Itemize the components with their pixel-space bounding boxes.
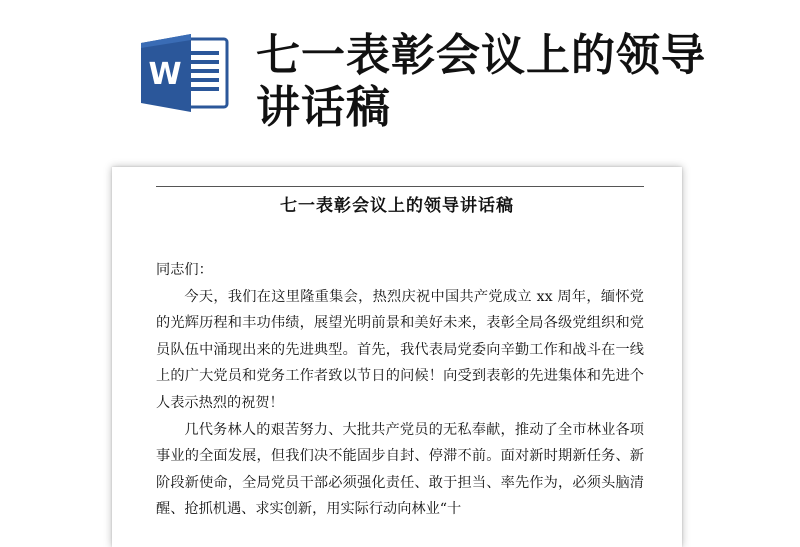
document-body (156, 257, 644, 523)
document-title: 七一表彰会议上的领导讲话稿 (280, 196, 514, 216)
word-document-icon (141, 34, 229, 112)
paragraph: 几代务林人的艰苦努力、大批共产党员的无私奉献，推动了全市林业各项事业的全面发展，但我们决不能固步自封、停滞不前。面对新时期新任务、新阶段新使命，全局党员干部必须强化责任、敢于担当、率先作为，必须头脑清醒、抢抓机遇、求实创新，用实际行动向林业“十 (156, 421, 644, 518)
document-page (112, 167, 682, 547)
header-divider (156, 186, 644, 187)
page-title: 七一表彰会议上的领导讲话稿 (256, 30, 706, 133)
salutation: 同志们： (156, 262, 213, 278)
word-icon-letter: W (148, 57, 182, 92)
paragraph: 今天，我们在这里隆重集会，热烈庆祝中国共产党成立 xx 周年，缅怀党的光辉历程和丰功伟绩，展望光明前景和美好未来，表彰全局各级党组织和党员队伍中涌现出来的先进典型。首先，我代表局党委向辛勤工作和战斗在一线上的广大党员和党务工作者致以节日的问候！向受到表彰的先进集体和先进个人表示热烈的祝贺！ (156, 288, 644, 411)
header (0, 0, 800, 160)
